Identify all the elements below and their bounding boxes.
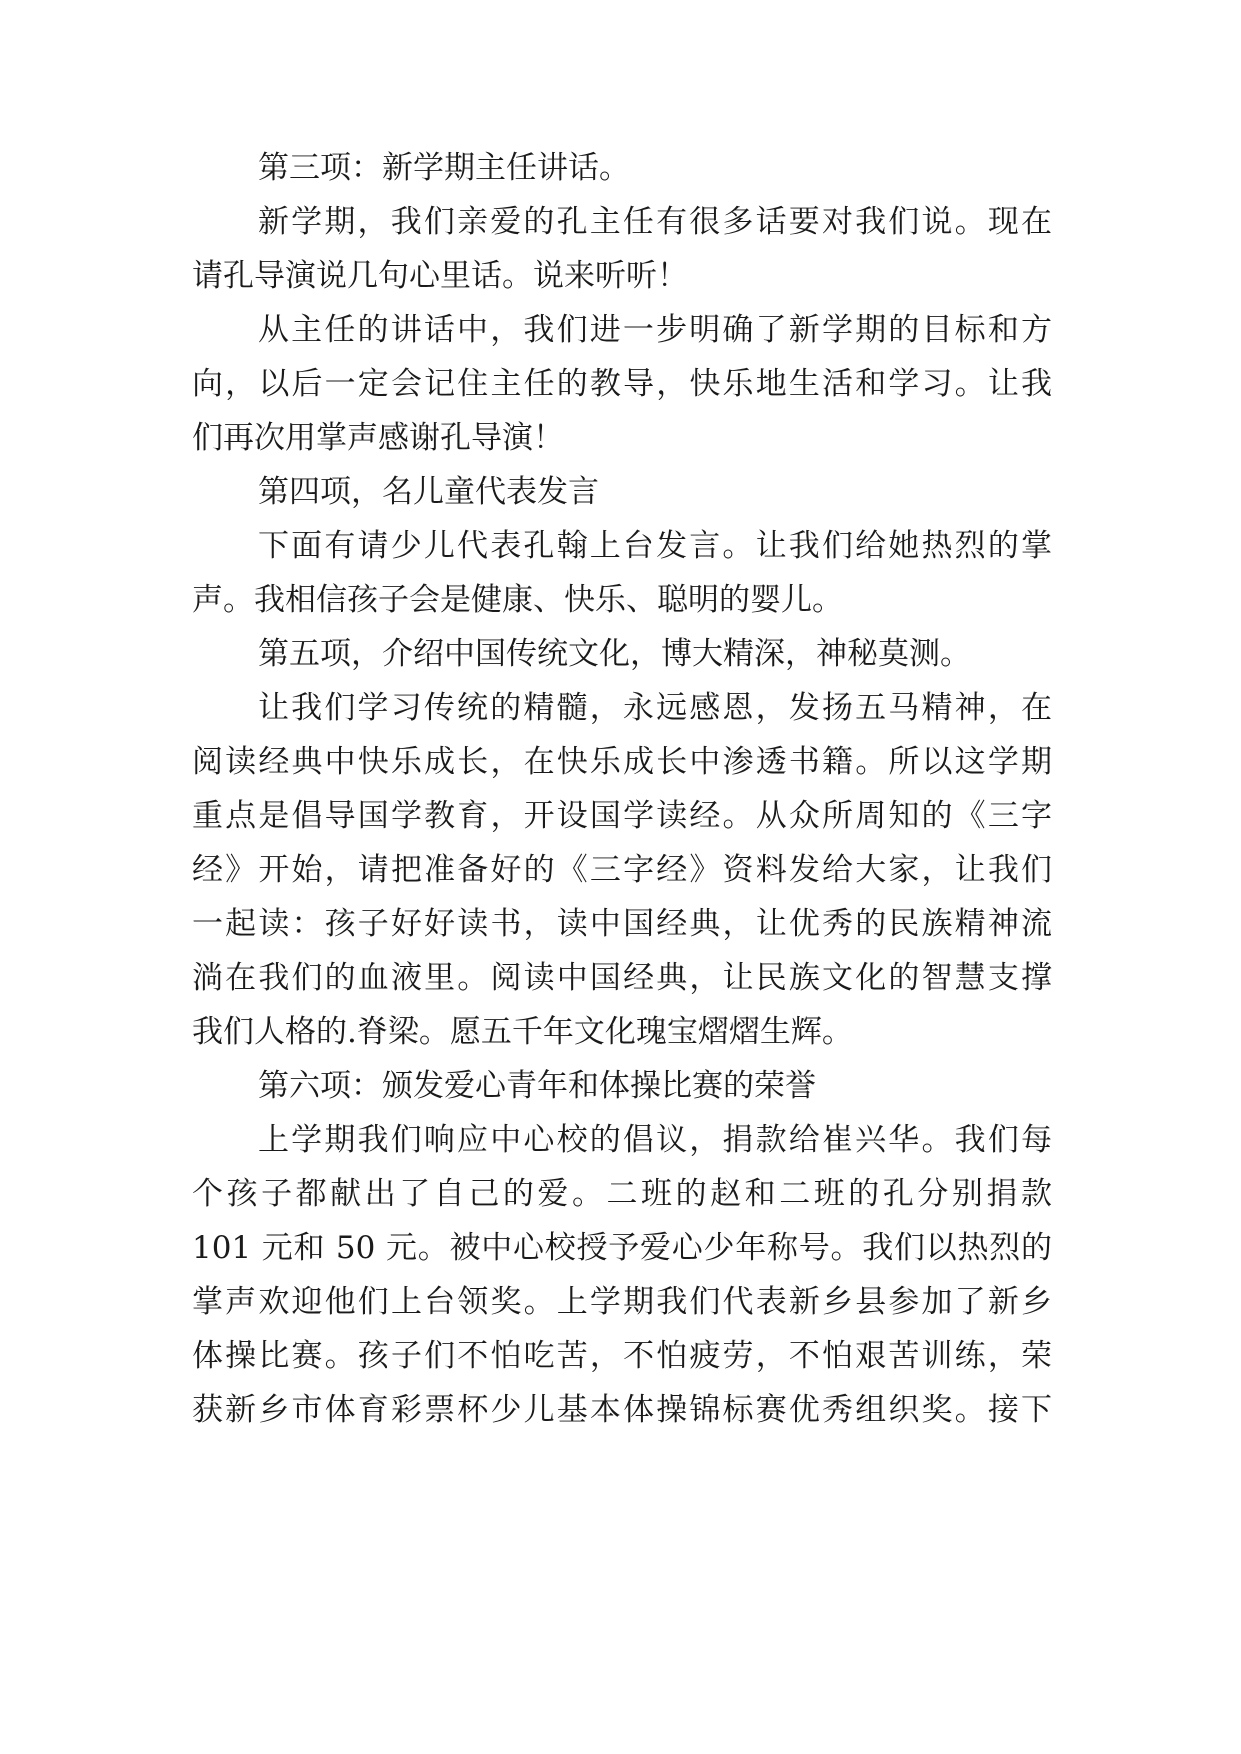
paragraph-line: 101 元和 50 元。被中心校授予爱心少年称号。我们以热烈的 (192, 1230, 1052, 1266)
paragraph-line: 重点是倡导国学教育，开设国学读经。从众所周知的《三字 (192, 798, 1052, 834)
paragraph-line: 新学期，我们亲爱的孔主任有很多话要对我们说。现在 (258, 204, 1052, 240)
paragraph-line: 请孔导演说几句心里话。说来听听！ (192, 258, 688, 294)
paragraph-line: 第三项：新学期主任讲话。 (258, 150, 630, 186)
paragraph-line: 从主任的讲话中，我们进一步明确了新学期的目标和方 (258, 312, 1052, 348)
paragraph-line: 经》开始，请把准备好的《三字经》资料发给大家，让我们 (192, 852, 1052, 888)
paragraph-line: 体操比赛。孩子们不怕吃苦，不怕疲劳，不怕艰苦训练，荣 (192, 1338, 1052, 1374)
paragraph-line: 第五项，介绍中国传统文化，博大精深，神秘莫测。 (258, 636, 971, 672)
paragraph-line: 掌声欢迎他们上台领奖。上学期我们代表新乡县参加了新乡 (192, 1284, 1052, 1320)
paragraph-line: 阅读经典中快乐成长，在快乐成长中渗透书籍。所以这学期 (192, 744, 1052, 780)
paragraph-line: 第四项，名儿童代表发言 (258, 474, 599, 510)
paragraph-line: 淌在我们的血液里。阅读中国经典，让民族文化的智慧支撑 (192, 960, 1052, 996)
paragraph-line: 第六项：颁发爱心青年和体操比赛的荣誉 (258, 1068, 816, 1104)
paragraph-line: 们再次用掌声感谢孔导演！ (192, 420, 564, 456)
paragraph-line: 下面有请少儿代表孔翰上台发言。让我们给她热烈的掌 (258, 528, 1052, 564)
paragraph-line: 一起读：孩子好好读书，读中国经典，让优秀的民族精神流 (192, 906, 1052, 942)
paragraph-line: 获新乡市体育彩票杯少儿基本体操锦标赛优秀组织奖。接下 (192, 1392, 1052, 1428)
paragraph-line: 个孩子都献出了自己的爱。二班的赵和二班的孔分别捐款 (192, 1176, 1052, 1212)
paragraph-line: 让我们学习传统的精髓，永远感恩，发扬五马精神，在 (258, 690, 1052, 726)
paragraph-line: 声。我相信孩子会是健康、快乐、聪明的婴儿。 (192, 582, 843, 618)
paragraph-line: 上学期我们响应中心校的倡议，捐款给崔兴华。我们每 (258, 1122, 1052, 1158)
paragraph-line: 我们人格的.脊梁。愿五千年文化瑰宝熠熠生辉。 (192, 1014, 853, 1050)
paragraph-line: 向，以后一定会记住主任的教导，快乐地生活和学习。让我 (192, 366, 1052, 402)
